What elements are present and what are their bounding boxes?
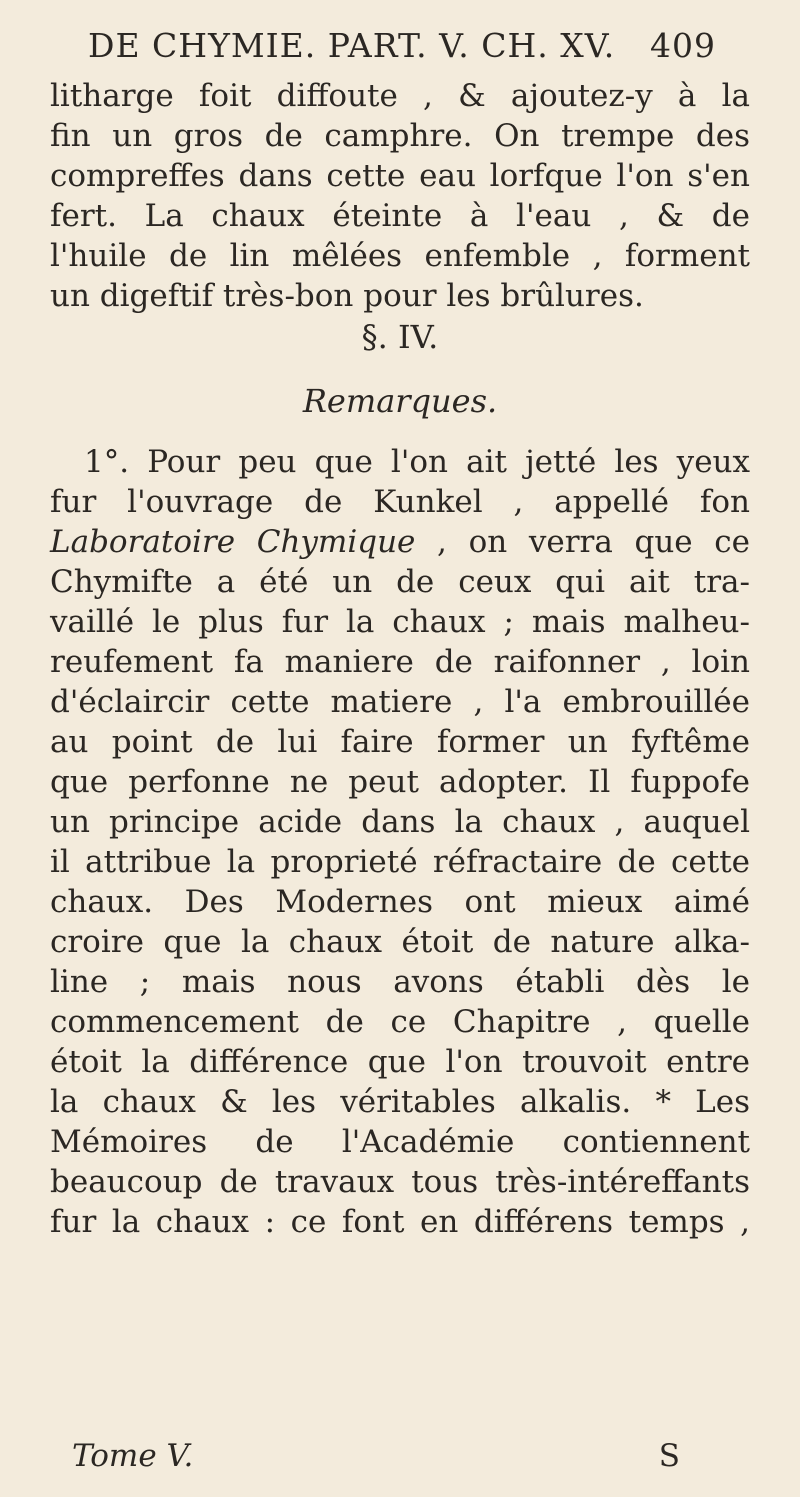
text-line: litharge foit diffoute , & ajoutez-y à la [50,78,750,114]
text-line: au point de lui faire former un fyftême [50,724,750,760]
text-line: que perfonne ne peut adopter. Il fuppofe [50,764,750,800]
text-line: la chaux & les véritables alkalis. * Les [50,1084,750,1120]
text-line: un principe acide dans la chaux , auquel [50,804,750,840]
paragraph-continuation [50,76,750,316]
text-line: Laboratoire Chymique , on verra que ce [50,524,750,560]
text-line: commencement de ce Chapitre , quelle [50,1004,750,1040]
text-line: fert. La chaux éteinte à l'eau , & de [50,198,750,234]
text-line: reufement fa maniere de raifonner , loin [50,644,750,680]
text-line: fur l'ouvrage de Kunkel , appellé fon [50,484,750,520]
text-line: Mémoires de l'Académie contiennent [50,1124,750,1160]
page-footer [72,1438,680,1482]
section-number: §. IV. [361,318,439,356]
text-line: fur la chaux : ce font en différens temps , [50,1204,750,1240]
running-header [88,20,720,70]
text-line: l'huile de lin mêlées enfemble , forment [50,238,750,274]
text-line: beaucoup de travaux tous très-intéreffants [50,1164,750,1200]
text-line: croire que la chaux étoit de nature alka- [50,924,750,960]
page-number: 409 [650,26,716,65]
text-line: un digeftif très-bon pour les brûlures. [50,278,644,314]
italic-title: Laboratoire Chymique [50,524,416,560]
text-line: fin un gros de camphre. On trempe des [50,118,750,154]
text-line: Chymifte a été un de ceux qui ait tra- [50,564,750,600]
text-line: vaillé le plus fur la chaux ; mais malheu- [50,604,750,640]
volume-label: Tome V. [72,1438,194,1474]
text-line: line ; mais nous avons établi dès le [50,964,750,1000]
paragraph-remarks [50,442,750,1242]
text-line: chaux. Des Modernes ont mieux aimé [50,884,750,920]
text-line: il attribue la proprieté réfractaire de cette [50,844,750,880]
text-line: compreffes dans cette eau lorfque l'on s'en [50,158,750,194]
text-line: étoit la différence que l'on trouvoit entre [50,1044,750,1080]
text-line: 1°. Pour peu que l'on ait jetté les yeux [84,444,750,480]
text-line: d'éclaircir cette matiere , l'a embrouillée [50,684,750,720]
section-title: Remarques. [302,382,498,420]
signature-mark: S [658,1438,680,1474]
running-title: DE CHYMIE. PART. V. CH. XV. [88,26,616,65]
